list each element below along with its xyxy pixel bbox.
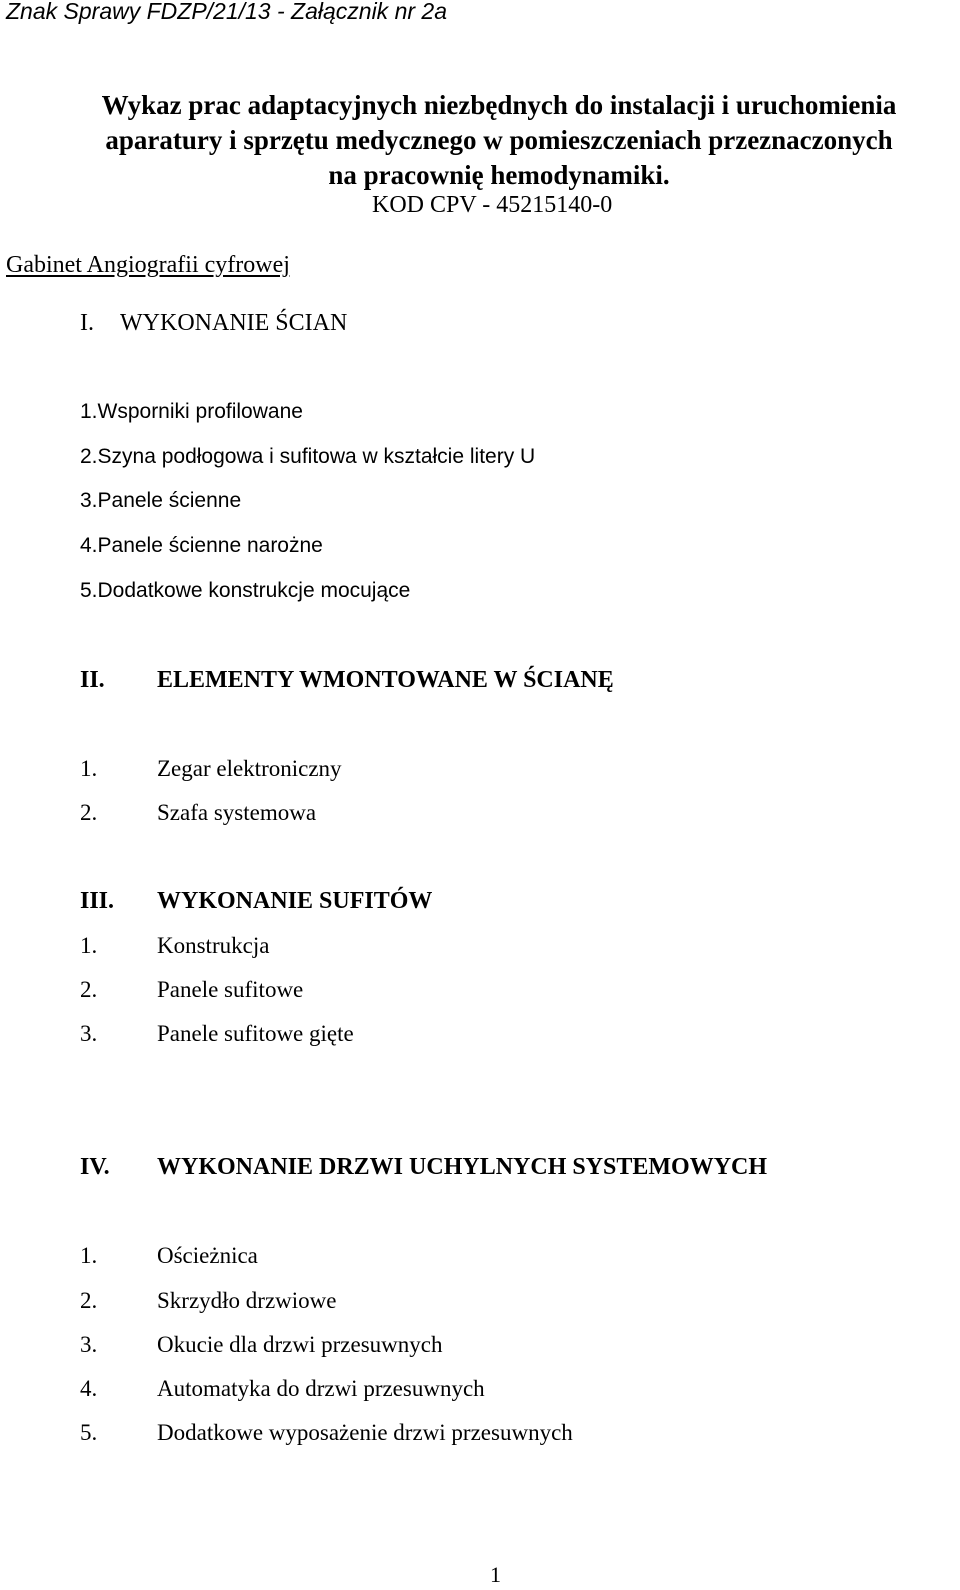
- section-number: III.: [80, 888, 115, 914]
- list-item: Szafa systemowa: [157, 800, 317, 825]
- section-title: WYKONANIE DRZWI UCHYLNYCH SYSTEMOWYCH: [157, 1154, 768, 1180]
- list-item: Panele sufitowe gięte: [157, 1021, 354, 1046]
- cpv-code: KOD CPV - 45215140-0: [372, 192, 613, 218]
- list-item: Okucie dla drzwi przesuwnych: [157, 1332, 443, 1357]
- list-item: Konstrukcja: [157, 933, 270, 958]
- item-number: 1.: [80, 1243, 98, 1268]
- section-number: I.: [80, 310, 94, 336]
- list-item: Zegar elektroniczny: [157, 756, 342, 781]
- item-number: 4.: [80, 1376, 98, 1401]
- room-heading: Gabinet Angiografii cyfrowej: [6, 252, 290, 278]
- list-item: Skrzydło drzwiowe: [157, 1288, 337, 1313]
- item-number: 3.: [80, 1332, 98, 1357]
- list-item: Panele sufitowe: [157, 977, 304, 1002]
- document-reference: Znak Sprawy FDZP/21/13 - Załącznik nr 2a: [6, 0, 447, 24]
- item-number: 2.: [80, 800, 98, 825]
- item-number: 1.: [80, 933, 98, 958]
- list-item: 4.Panele ścienne narożne: [80, 534, 323, 557]
- title-line: na pracownię hemodynamiki.: [328, 160, 670, 190]
- title-line: Wykaz prac adaptacyjnych niezbędnych do instalacji i uruchomienia: [101, 90, 897, 120]
- section-title: WYKONANIE SUFITÓW: [157, 888, 433, 914]
- page-number: 1: [490, 1562, 501, 1587]
- list-item: Dodatkowe wyposażenie drzwi przesuwnych: [157, 1420, 573, 1445]
- section-number: II.: [80, 667, 105, 693]
- title-line: aparatury i sprzętu medycznego w pomieszczeniach przeznaczonych: [105, 125, 893, 155]
- item-number: 3.: [80, 1021, 98, 1046]
- list-item: Automatyka do drzwi przesuwnych: [157, 1376, 485, 1401]
- item-number: 5.: [80, 1420, 98, 1445]
- section-title: ELEMENTY WMONTOWANE W ŚCIANĘ: [157, 667, 614, 693]
- section-title: WYKONANIE ŚCIAN: [120, 310, 348, 336]
- list-item: 1.Wsporniki profilowane: [80, 400, 303, 423]
- item-number: 1.: [80, 756, 98, 781]
- item-number: 2.: [80, 977, 98, 1002]
- list-item: 5.Dodatkowe konstrukcje mocujące: [80, 579, 411, 602]
- section-number: IV.: [80, 1154, 110, 1180]
- list-item: 3.Panele ścienne: [80, 489, 242, 512]
- document-title: [40, 88, 958, 193]
- item-number: 2.: [80, 1288, 98, 1313]
- list-item: Ościeżnica: [157, 1243, 258, 1268]
- list-item: 2.Szyna podłogowa i sufitowa w kształcie litery U: [80, 445, 536, 468]
